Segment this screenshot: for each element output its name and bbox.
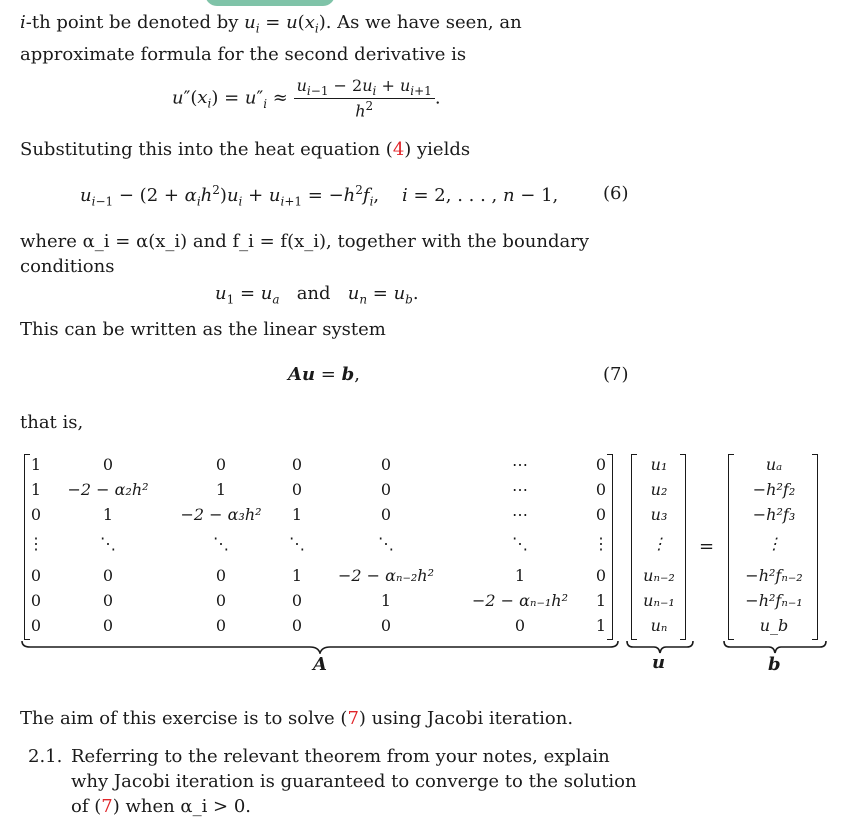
vector-u-entry: uₙ <box>650 616 668 635</box>
matrix-a-cell: 0 <box>380 616 392 635</box>
vector-b-entry: −h²f₂ <box>752 480 796 499</box>
paragraph-aim: The aim of this exercise is to solve (7) using Jacobi iteration. <box>20 708 574 729</box>
vector-u-entry: uₙ₋₁ <box>643 591 675 610</box>
item-number: 2.1. <box>28 746 63 767</box>
vector-u <box>633 455 685 639</box>
equation-6-number: (6) <box>603 183 629 204</box>
vector-b-entry: −h²f₃ <box>752 505 796 524</box>
matrix-a-cell: 0 <box>102 566 114 585</box>
vector-b <box>730 455 818 639</box>
matrix-a-cell: 0 <box>215 566 227 585</box>
matrix-a-cell: −2 − αₙ₋₁h² <box>471 591 569 610</box>
matrix-a-cell: −2 − α₃h² <box>180 505 262 524</box>
matrix-a-cell: 0 <box>215 455 227 474</box>
matrix-a-cell: ⋱ <box>100 534 116 553</box>
paragraph-that-is: that is, <box>20 412 84 433</box>
matrix-a-cell: 0 <box>215 591 227 610</box>
label-u: u <box>652 652 666 673</box>
vector-u-entry: u₁ <box>650 455 668 474</box>
matrix-a-cell: 0 <box>291 616 303 635</box>
matrix-a-cell: ⋯ <box>512 505 528 524</box>
matrix-a-cell: 0 <box>215 616 227 635</box>
matrix-a-cell: 1 <box>514 566 526 585</box>
matrix-a-cell: ⋱ <box>289 534 305 553</box>
vector-u-entry: u₂ <box>650 480 668 499</box>
equals-sign: = <box>699 536 715 557</box>
paragraph-intro: i-th point be denoted by $u_i = u(x_i)$. As we have seen, an approximate formula for the second derivative is <box>20 12 522 65</box>
matrix-a-cell: 1 <box>595 591 607 610</box>
paragraph-substituting: Substituting this into the heat equation (4) yields <box>20 139 471 160</box>
label-b: b <box>768 654 781 675</box>
vector-u-entry: u₃ <box>650 505 668 524</box>
item-text: Referring to the relevant theorem from your notes, explain why Jacobi iteration is guaranteed to converge to the solution of (7) when α_i > 0. <box>71 746 637 817</box>
matrix-a-cell: 0 <box>291 480 303 499</box>
matrix-a-cell: 1 <box>291 566 303 585</box>
matrix-a-cell: 0 <box>595 566 607 585</box>
underbrace-a <box>20 640 620 654</box>
ref-eq-4[interactable]: 4 <box>392 139 405 160</box>
vector-b-entry: u_b <box>759 616 789 635</box>
matrix-a-cell: ⋮ <box>28 534 44 553</box>
equation-7: Au = b, <box>288 364 360 385</box>
equation-7-number: (7) <box>603 364 629 385</box>
matrix-a-cell: ⋯ <box>512 455 528 474</box>
matrix-a-cell: 0 <box>380 505 392 524</box>
matrix-a-cell: 0 <box>30 566 42 585</box>
ref-eq-7-item[interactable]: 7 <box>101 796 113 817</box>
matrix-a-cell: 0 <box>514 616 526 635</box>
matrix-a-cell: 1 <box>30 480 42 499</box>
matrix-a-cell: 0 <box>291 455 303 474</box>
vector-b-entry: −h²fₙ₋₁ <box>745 591 803 610</box>
vector-b-entry: ⋮ <box>766 534 782 553</box>
matrix-a-cell: 1 <box>595 616 607 635</box>
matrix-a-cell: ⋱ <box>512 534 528 553</box>
matrix-a-cell: −2 − α₂h² <box>67 480 149 499</box>
matrix-a-cell: 1 <box>215 480 227 499</box>
paragraph-where: where α_i = α(x_i) and f_i = f(x_i), together with the boundary conditions <box>20 231 590 277</box>
equation-6: $u_{i-1} - (2 + \alpha_ih^2)u_i + u_{i+1} = -h^2f_i$, i = 2, . . . , n − 1, <box>80 183 559 209</box>
matrix-a-cell: 1 <box>102 505 114 524</box>
underbrace-b <box>722 640 828 654</box>
ref-eq-7[interactable]: 7 <box>347 708 359 729</box>
matrix-a-cell: 0 <box>291 591 303 610</box>
matrix-a-cell: 1 <box>380 591 392 610</box>
matrix-a-cell: 0 <box>102 455 114 474</box>
matrix-a-cell: ⋱ <box>378 534 394 553</box>
paragraph-linear-system: This can be written as the linear system <box>20 319 386 340</box>
matrix-a-cell: 0 <box>102 616 114 635</box>
matrix-a-cell: 0 <box>30 616 42 635</box>
matrix-a-cell: 0 <box>30 591 42 610</box>
matrix-a-cell: ⋯ <box>512 480 528 499</box>
vector-u-entry: uₙ₋₂ <box>643 566 675 585</box>
matrix-a <box>28 455 612 639</box>
label-a: A <box>313 654 327 675</box>
matrix-a-cell: 0 <box>595 455 607 474</box>
decorative-banner-fragment <box>205 0 335 6</box>
equation-second-derivative: $u''(x_i) = u''_i$ ≈ $\frac{u_{i-1} - 2u_i + u_{i+1}}{h^2}$ . <box>172 76 441 121</box>
equation-boundary-conditions: $u_1 = u_a$ and $u_n = u_b$. <box>215 283 419 307</box>
matrix-a-cell: 1 <box>291 505 303 524</box>
matrix-a-cell: 0 <box>30 505 42 524</box>
exercise-item-2-1 <box>28 744 648 819</box>
matrix-a-cell: −2 − αₙ₋₂h² <box>337 566 435 585</box>
vector-u-entry: ⋮ <box>651 534 667 553</box>
matrix-a-cell: ⋱ <box>213 534 229 553</box>
vector-b-entry: uₐ <box>765 455 783 474</box>
matrix-a-cell: ⋮ <box>593 534 609 553</box>
matrix-a-cell: 0 <box>102 591 114 610</box>
matrix-a-cell: 1 <box>30 455 42 474</box>
matrix-a-cell: 0 <box>380 455 392 474</box>
matrix-a-cell: 0 <box>595 480 607 499</box>
matrix-a-cell: 0 <box>595 505 607 524</box>
vector-b-entry: −h²fₙ₋₂ <box>745 566 803 585</box>
matrix-a-cell: 0 <box>380 480 392 499</box>
